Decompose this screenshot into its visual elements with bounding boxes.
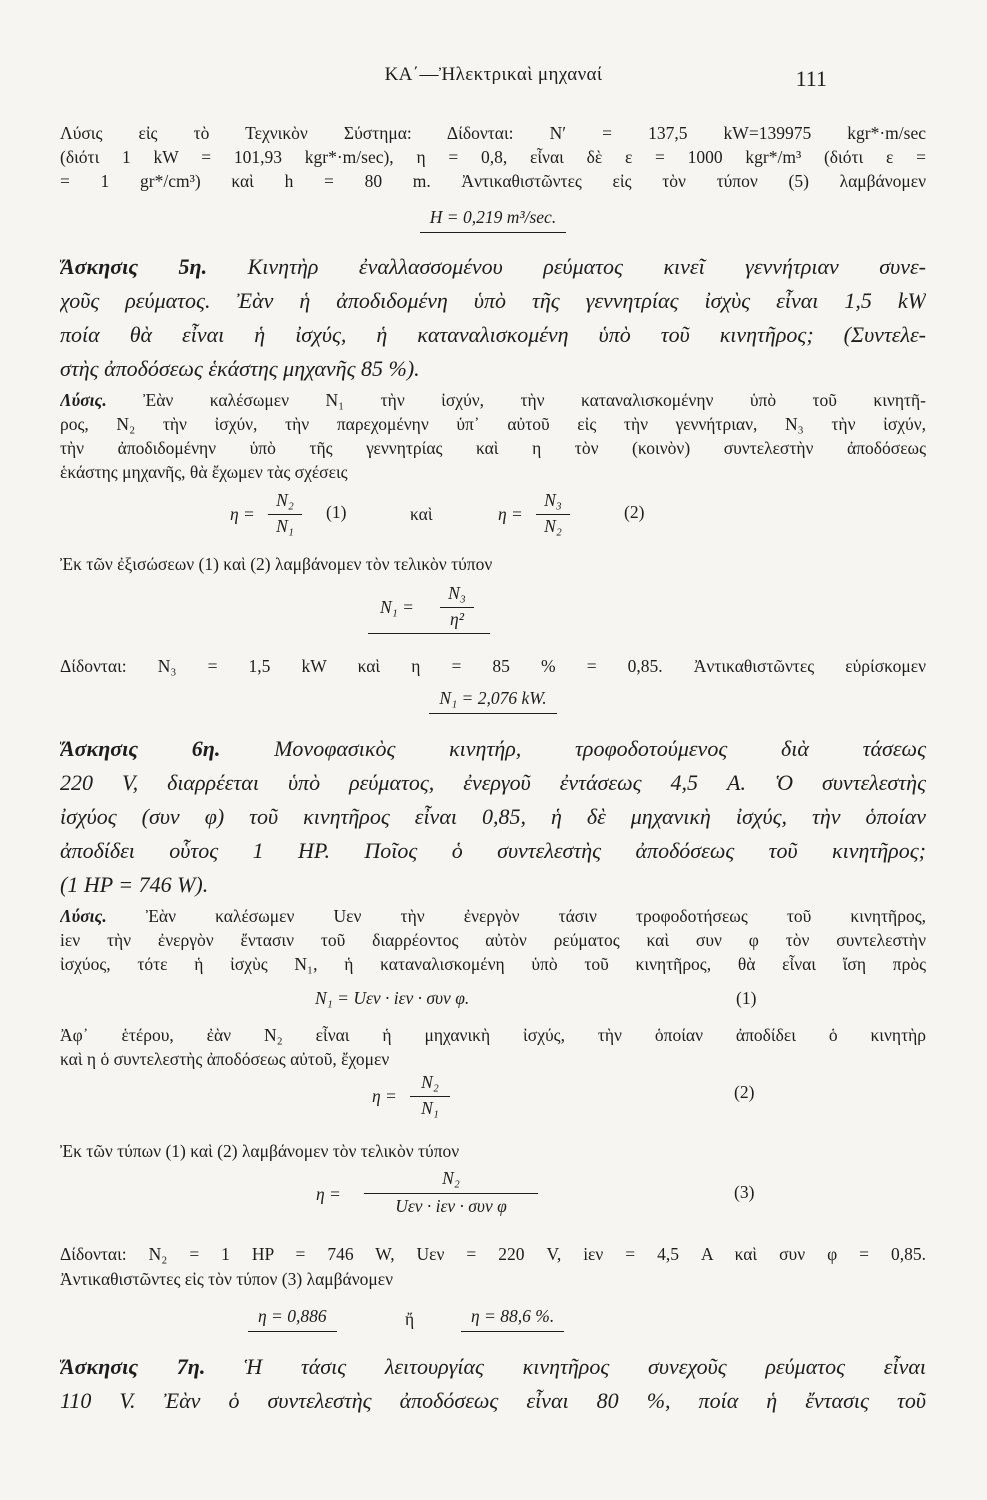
result-value: η = 88,6 %.: [461, 1306, 564, 1332]
text-line: Ἐκ τῶν ἐξισώσεων (1) καὶ (2) λαμβάνομεν τὸν τελικὸν τύπον: [60, 554, 493, 574]
exercise-text-line: (1 HP = 746 W).: [60, 872, 209, 897]
formula-1: η = N₂ N₁ (1): [230, 490, 347, 536]
text-line: iεν τὴν ἐνεργὸν ἔντασιν τοῦ διαρρέοντος αὐτὸν ρεύματος καὶ συν φ τὸν συντελεστὴν: [60, 930, 926, 950]
text-line: ἰσχύος, τότε ἡ ἰσχὺς N₁, ἡ καταναλισκομένη ὑπὸ τοῦ κινητῆρος, θὰ εἶναι ἴση πρὸς: [60, 954, 926, 974]
exercise-text-line: ἀποδίδει οὗτος 1 HP. Ποῖος ὁ συντελεστὴς ἀποδόσεως τοῦ κινητῆρος;: [60, 838, 926, 863]
exercise-heading: Ἄσκησις 7η.: [60, 1354, 206, 1379]
text-line: καὶ η ὁ συντελεστὴς ἀποδόσεως αὐτοῦ, ἔχομεν: [60, 1049, 390, 1069]
formula-6-3: η = N₂ Uεν · iεν · συν φ (3): [316, 1168, 755, 1216]
result-value: η = 0,886: [248, 1306, 337, 1332]
solution-line: [60, 389, 926, 411]
page-number: 111: [795, 66, 827, 91]
result-line: [60, 687, 926, 714]
text-line: Ἀφ᾽ ἑτέρου, ἐὰν N₂ εἶναι ἡ μηχανικὴ ἰσχύς, τὴν ὁποίαν ἀποδίδει ὁ κινητὴρ: [60, 1025, 926, 1045]
solution-text: Ἐὰν καλέσωμεν Uεν τὴν ἐνεργὸν τάσιν τροφοδοτήσεως τοῦ κινητῆρος,: [145, 906, 926, 926]
exercise-text: Κινητὴρ ἐναλλασσομένου ρεύματος κινεῖ γεννήτριαν συνε-: [247, 254, 926, 279]
formula-final-5: N₁ = N₃ η²: [380, 583, 490, 635]
exercise-heading: Ἄσκησις 5η.: [60, 254, 208, 279]
equation-1: N₁ = Uεν · iεν · συν φ.: [315, 988, 470, 1008]
solution-line: [60, 905, 926, 927]
exercise-7-line: [60, 1354, 926, 1380]
result-value: N₁ = 2,076 kW.: [429, 687, 556, 714]
exercise-text-line: ποία θὰ εἶναι ἡ ἰσχύς, ἡ καταναλισκομένη ὑπὸ τοῦ κινητῆρος; (Συντελε-: [60, 322, 926, 347]
exercise-text-line: ἰσχύος (συν φ) τοῦ κινητῆρος εἶναι 0,85, ἡ δὲ μηχανικὴ ἰσχύς, τὴν ὁποίαν: [60, 804, 926, 829]
solution-text: Ἐὰν καλέσωμεν N₁ τὴν ἰσχύν, τὴν καταναλισκομένην ὑπὸ τοῦ κινητῆ-: [143, 390, 926, 410]
exercise-heading: Ἄσκησις 6η.: [60, 736, 221, 761]
text-line: Δίδονται: N₂ = 1 HP = 746 W, Uεν = 220 V, iεν = 4,5 A καὶ συν φ = 0,85.: [60, 1244, 926, 1264]
text-line: (διότι 1 kW = 101,93 kgr*·m/sec), η = 0,8, εἶναι δὲ ε = 1000 kgr*/m³ (διότι ε =: [60, 147, 926, 167]
text-line: Ἀντικαθιστῶντες εἰς τὸν τύπον (3) λαμβάνομεν: [60, 1269, 393, 1289]
text-line: Ἐκ τῶν τύπων (1) καὶ (2) λαμβάνομεν τὸν τελικὸν τύπον: [60, 1141, 460, 1161]
text-line: τὴν ἀποδιδομένην ὑπὸ τῆς γεννητρίας καὶ η τὸν (κοινὸν) συντελεστὴν ἀποδόσεως: [60, 438, 926, 458]
exercise-text-line: στὴς ἀποδόσεως ἑκάστης μηχανῆς 85 %).: [60, 356, 420, 381]
text-line: ρος, N₂ τὴν ἰσχύν, τὴν παρεχομένην ὑπ᾽ αὐτοῦ εἰς τὴν γεννήτριαν, N₃ τὴν ἰσχύν,: [60, 414, 926, 434]
text-line: Δίδονται: N₃ = 1,5 kW καὶ η = 85 % = 0,85. Ἀντικαθιστῶντες εὑρίσκομεν: [60, 656, 926, 676]
formula-6-2: η = N₂ N₁ (2): [372, 1072, 755, 1118]
running-header: [0, 64, 987, 90]
solution-label: Λύσις.: [60, 390, 107, 410]
chapter-title: ΚΑ΄—Ἠλεκτρικαὶ μηχαναί: [384, 64, 603, 85]
result-line: [60, 206, 926, 233]
text-line: = 1 gr*/cm³) καὶ h = 80 m. Ἀντικαθιστῶντες εἰς τὸν τύπον (5) λαμβάνομεν: [60, 171, 926, 191]
exercise-5-line: [60, 254, 926, 280]
exercise-text-line: 220 V, διαρρέεται ὑπὸ ρεύματος, ἐνεργοῦ ἐντάσεως 4,5 A. Ὁ συντελεστὴς: [60, 770, 926, 795]
solution-label: Λύσις.: [60, 906, 107, 926]
text-line: ἑκάστης μηχανῆς, θὰ ἔχωμεν τὰς σχέσεις: [60, 462, 348, 482]
exercise-6-line: [60, 736, 926, 762]
result-connector: ἤ: [405, 1309, 415, 1329]
exercise-text: Ἡ τάσις λειτουργίας κινητῆρος συνεχοῦς ρεύματος εἶναι: [244, 1354, 926, 1379]
result-value: H = 0,219 m³/sec.: [420, 206, 566, 233]
formula-connector: καὶ: [410, 504, 433, 524]
text-line: Λύσις εἰς τὸ Τεχνικὸν Σύστημα: Δίδονται: N′ = 137,5 kW=139975 kgr*·m/sec: [60, 123, 926, 143]
exercise-text-line: χοῦς ρεύματος. Ἐὰν ἡ ἀποδιδομένη ὑπὸ τῆς γεννητρίας ἰσχὺς εἶναι 1,5 kW: [60, 288, 926, 313]
exercise-text: Μονοφασικὸς κινητήρ, τροφοδοτούμενος διὰ τάσεως: [274, 736, 926, 761]
formula-2: η = N₃ N₂ (2): [498, 490, 645, 536]
equation-tag: (1): [736, 988, 757, 1008]
exercise-text-line: 110 V. Ἐὰν ὁ συντελεστὴς ἀποδόσεως εἶναι 80 %, ποία ἡ ἔντασις τοῦ: [60, 1388, 926, 1413]
